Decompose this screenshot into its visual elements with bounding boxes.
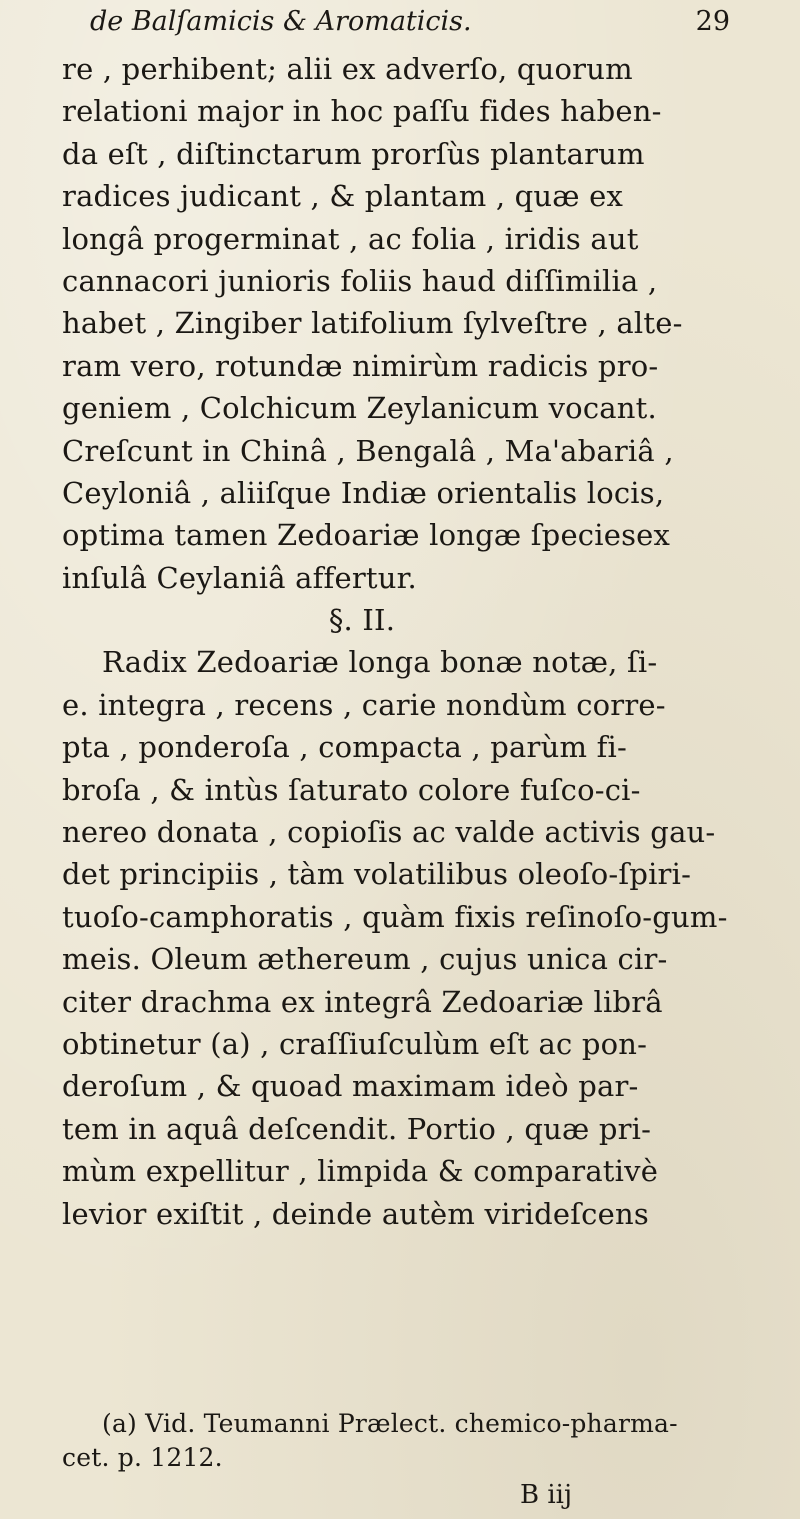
text-line: optima tamen Zedoariæ longæ ſpeciesex [62,518,671,553]
text-line: e. integra , recens , carie nondùm corre- [62,687,666,722]
footnote-line: (a) Vid. Teumanni Prælect. chemico-pharma- [102,1409,678,1438]
text-line: Creſcunt in Chinâ , Bengalâ , Ma'abariâ , [62,433,674,468]
text-line: inſulâ Ceylaniâ affertur. [62,560,417,595]
text-line: longâ progerminat , ac folia , iridis aut [62,221,639,256]
text-line: meis. Oleum æthereum , cujus unica cir- [62,942,668,977]
text-line: pta , ponderoſa , compacta , parùm fi- [62,730,628,765]
text-line: relationi major in hoc paſſu fides haben- [62,94,662,129]
running-title: de Balſamicis & Aromaticis. [90,6,472,37]
footnote [62,1407,742,1475]
section-heading: §. II. [328,603,396,638]
text-line: Ceyloniâ , aliiſque Indiæ orientalis locis, [62,475,665,510]
text-line: tem in aquâ deſcendit. Portio , quæ pri- [62,1111,652,1146]
page-header [90,6,730,46]
text-line: deroſum , & quoad maximam ideò par- [62,1069,639,1104]
text-line: cannacori junioris foliis haud diſſimilia , [62,263,658,298]
text-line: radices judicant , & plantam , quæ ex [62,179,624,214]
page-number: 29 [695,6,730,37]
text-line: da eſt , diſtinctarum prorſùs plantarum [62,136,645,171]
main-text [62,48,742,1235]
text-line: geniem , Colchicum Zeylanicum vocant. [62,391,657,426]
text-line: re , perhibent; alii ex adverſo, quorum [62,52,633,86]
text-line: broſa , & intùs ſaturato colore fuſco-ci- [62,772,641,807]
text-line: ram vero, rotundæ nimirùm radicis pro- [62,348,659,383]
footnote-line: cet. p. 1212. [62,1443,223,1472]
text-line: mùm expellitur , limpida & comparativè [62,1154,659,1189]
text-line: det principiis , tàm volatilibus oleoſo-ſpiri- [62,857,692,892]
text-line: nereo donata , copioſis ac valde activis gau- [62,815,716,850]
text-line: obtinetur (a) , craſſiuſculùm eſt ac pon- [62,1026,648,1061]
text-line: citer drachma ex integrâ Zedoariæ librâ [62,984,663,1019]
signature-mark: B iij [520,1480,573,1510]
text-line: habet , Zingiber latifolium ſylveſtre , alte- [62,306,683,341]
text-line: levior exiſtit , deinde autèm virideſcens [62,1196,649,1231]
text-line: tuoſo-camphoratis , quàm fixis reſinoſo-gum- [62,899,728,934]
text-line: Radix Zedoariæ longa bonæ notæ, ſi- [102,645,658,680]
